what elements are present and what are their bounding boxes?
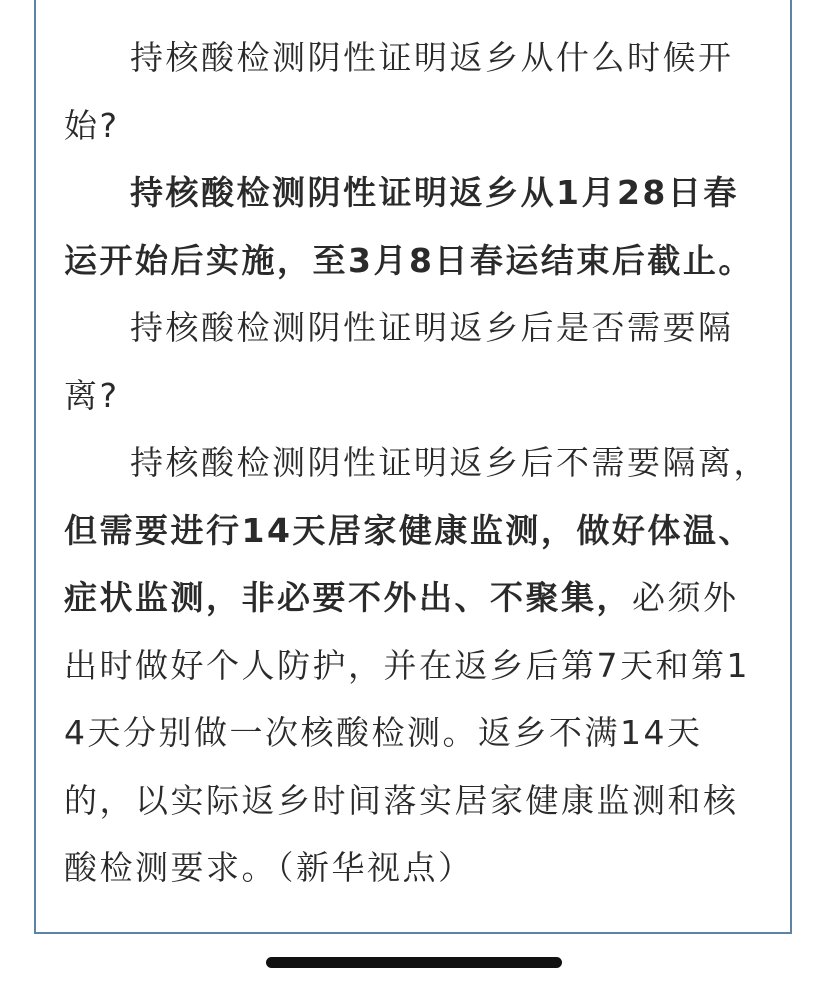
question-quarantine: 持核酸检测阴性证明返乡后是否需要隔离?: [64, 308, 734, 415]
home-indicator[interactable]: [266, 957, 562, 968]
answer-quarantine-lead: 持核酸检测阴性证明返乡后不需要隔: [130, 443, 698, 482]
question-start-date: 持核酸检测阴性证明返乡从什么时候开始?: [64, 38, 734, 145]
answer-quarantine: [64, 429, 770, 902]
answer-quarantine-bold: 但需要进行14天居家健康监测，做好体温、症状监测，非必要不外出、不聚集，: [64, 510, 754, 617]
article-content: [64, 24, 770, 902]
answer-start-date: 持核酸检测阴性证明返乡从1月28日春运开始后实施，至3月8日春运结束后截止。: [64, 173, 754, 280]
answer-quarantine-rest: 必须外出时做好个人防护，并在返乡后第7天和第14天分别做一次核酸检测。返乡不满14天的，以实际返乡时间落实居家健康监测和核酸检测要求。（新华视点）: [64, 578, 750, 887]
answer-quarantine-tail: 离，: [698, 443, 769, 482]
